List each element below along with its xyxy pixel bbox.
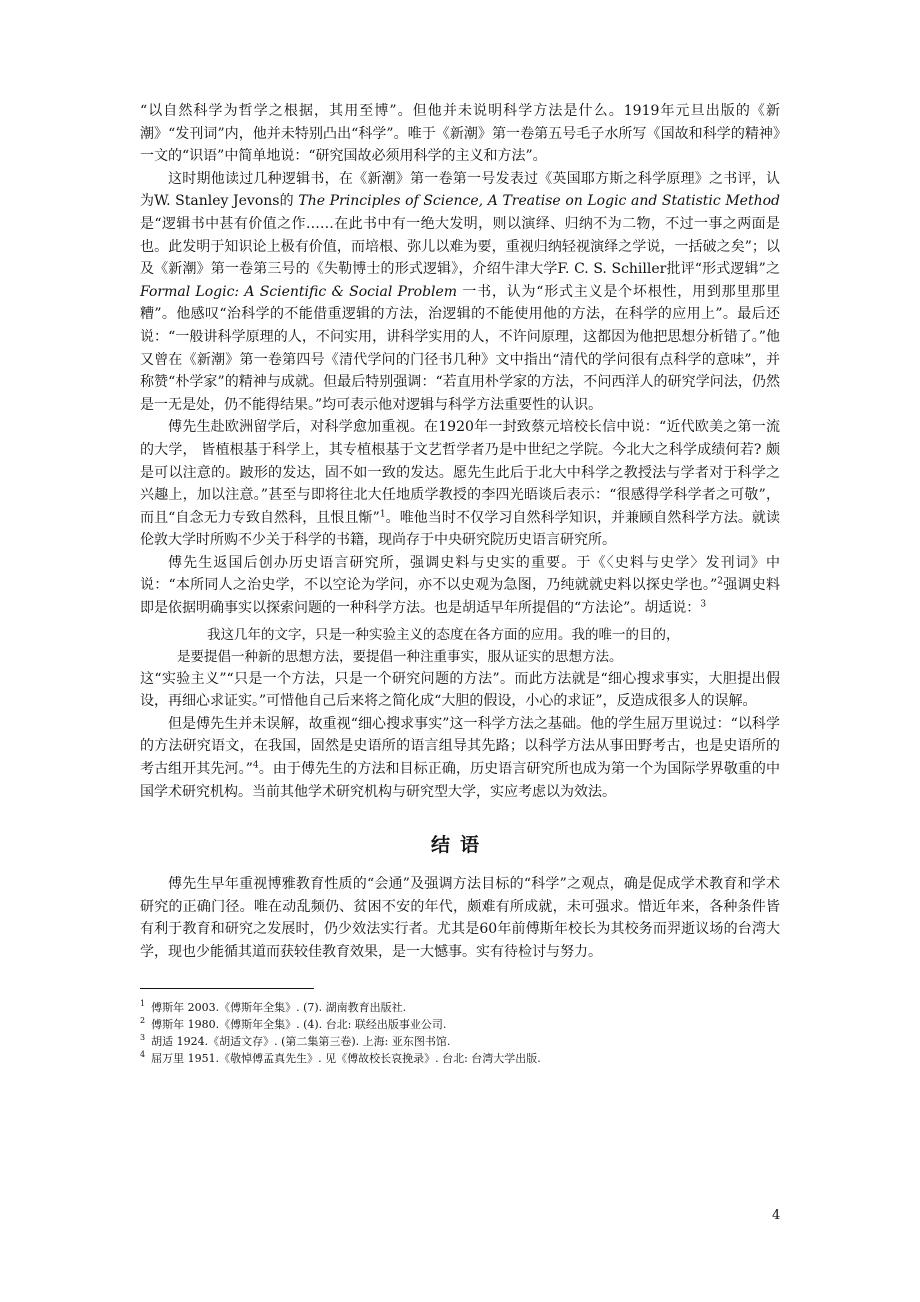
- paragraph-2: [140, 168, 780, 417]
- page-number: 4: [772, 1208, 781, 1223]
- paragraph-3-text-a: 傅先生赴欧洲留学后，对科学愈加重视。在1920年一封致蔡元培校长信中说：“近代欧美之第一流的大学， 皆植根基于科学上，其专植根基于文艺哲学者乃是中世纪之学院。今北大之科学成绩何若? 颇是可以注意的。跛形的发达，固不如一致的发达。愿先生此后于北大中科学之教授法与学者对于科学之兴趣上，加以注意。”甚至与即将往北大任地质学教授的李四光晤谈后表示：“很感得学科学者之可敬”，而且“自念无力专致自然科，且恨且惭”: [140, 419, 780, 526]
- footnote-4-text: 屈万里 1951.《敬悼傅孟真先生》. 见《傅故校长哀挽录》. 台北: 台湾大学出版.: [151, 1051, 541, 1065]
- paragraph-3: [140, 416, 780, 552]
- footnote-4: [140, 1050, 780, 1067]
- quote-line-2: 是要提倡一种新的思想方法，要提倡一种注重事实，服从证实的思想方法。: [177, 648, 623, 665]
- paragraph-2-text-b: 是“逻辑书中甚有价值之作……在此书中有一绝大发明，则以演绎、归纳不为二物，不过一事之两面是也。此发明于知识论上极有价值，而培根、弥儿以难为要，重视归纳轻视演绎之学说，一括破之矣”；以及《新潮》第一卷第三号的《失勒博士的形式逻辑》，介绍牛津大学F. C. S. Schiller批评“形式逻辑”之: [140, 215, 780, 278]
- footnote-separator: [140, 988, 314, 989]
- footnote-ref-4[interactable]: 4: [252, 760, 259, 771]
- paragraph-4-text-b: 强调史料即是依据明确事实以探索问题的一种科学方法。也是胡适早年所提倡的“方法论”。胡适说：: [140, 577, 781, 617]
- footnote-3: [140, 1033, 780, 1050]
- paragraph-2-text-c: 一书，认为“形式主义是个坏根性，用到那里那里糟”。他感叹“治科学的不能借重逻辑的方法，治逻辑的不能使用他的方法，在科学的应用上”。最后还说：“一般讲科学原理的人，不问实用，讲科学实用的人，不许问原理，这都因为他把思想分析错了。”他又曾在《新潮》第一卷第四号《清代学问的门径书几种》文中指出“清代的学问很有点科学的意味”，并称赞“朴学家”的精神与成就。但最后特别强调：“若直用朴学家的方法，不问西洋人的研究学问法，仍然是一无是处，仍不能得结果。”均可表示他对逻辑与科学方法重要性的认识。: [140, 283, 781, 413]
- paragraph-6-text-b: 。由于傅先生的方法和目标正确，历史语言研究所也成为第一个为国际学界敬重的中国学术研究机构。当前其他学术研究机构与研究型大学，实应考虑以为效法。: [140, 761, 780, 800]
- footnote-3-text: 胡适 1924.《胡适文存》. (第二集第三卷). 上海: 亚东图书馆.: [151, 1034, 451, 1048]
- conclusion-paragraph: 傅先生早年重视博雅教育性质的“会通”及强调方法目标的“科学”之观点，确是促成学术教育和学术研究的正确门径。唯在动乱频仍、贫困不安的年代，颇难有所成就，未可强求。惜近年来，各种条件皆有利于教育和研究之发展时，仍少效法实行者。尤其是60年前傅斯年校长为其校务而羿逝议场的台湾大学，现也少能循其道而获较佳教育效果，是一大憾事。实有待检讨与努力。: [140, 876, 780, 960]
- footnote-2-text: 傅斯年 1980.《傅斯年全集》. (4). 台北: 联经出版事业公司.: [151, 1017, 447, 1031]
- paragraph-6-text-a: 但是傅先生并未误解，故重视“细心搜求事实”这一科学方法之基础。他的学生屈万里说过：“以科学的方法研究语文，在我国，固然是史语所的语言组导其先路；以科学方法从事田野考古，也是史语所的考古组开其先河。”: [140, 715, 780, 778]
- footnote-ref-1[interactable]: 1: [379, 509, 386, 520]
- document-body: [140, 100, 780, 1067]
- footnote-1: [140, 999, 780, 1016]
- footnote-4-num: 4: [140, 1049, 146, 1059]
- footnote-3-num: 3: [140, 1032, 146, 1042]
- footnote-2-num: 2: [140, 1015, 146, 1025]
- paragraph-6: [140, 713, 780, 803]
- paragraph-3-text-b: 。唯他当时不仅学习自然科学知识，并兼顾自然科学方法。就读伦敦大学时所购不少关于科学的书籍，现尚存于中央研究院历史语言研究所。: [140, 509, 780, 549]
- quote-line-1: 我这几年的文字，只是一种实验主义的态度在各方面的应用。我的唯一的目的，: [207, 626, 680, 643]
- paragraph-4: [140, 552, 780, 620]
- footnote-ref-3[interactable]: 3: [700, 599, 707, 610]
- book-title-jevons: The Principles of Science, A Treatise on Logic and Statistic Method: [298, 193, 780, 210]
- book-title-schiller: Formal Logic: A Scientific & Social Problem: [140, 283, 458, 300]
- paragraph-1: “以自然科学为哲学之根据，其用至博”。但他并未说明科学方法是什么。1919年元旦出版的《新潮》“发刊词”内，他并未特别凸出“科学”。唯于《新潮》第一卷第五号毛子水所写《国故和科学的精神》一文的“识语”中简单地说：“研究国故必须用科学的主义和方法”。: [140, 103, 780, 165]
- footnote-ref-2[interactable]: 2: [717, 576, 724, 587]
- paragraph-4-text-a: 傅先生返国后创办历史语言研究所，强调史料与史实的重要。于《〈史料与史学〉发刊词》中说：“本所同人之治史学，不以空论为学问，亦不以史观为急图，乃纯就就史料以探史学也。”: [140, 554, 780, 594]
- footnote-1-text: 傅斯年 2003.《傅斯年全集》. (7). 湖南教育出版社.: [151, 1000, 407, 1014]
- footnote-2: [140, 1016, 780, 1033]
- footnote-1-num: 1: [140, 998, 146, 1008]
- section-heading-conclusion: 结语: [430, 834, 489, 857]
- block-quote: [140, 624, 780, 668]
- paragraph-5: 这“实验主义”“只是一个方法，只是一个研究问题的方法”。而此方法就是“细心搜求事实，大胆提出假设，再细心求证实。”可惜他自己后来将之简化成“大胆的假设，小心的求证”，反造成很多人的误解。: [140, 670, 780, 710]
- footnotes: [140, 999, 780, 1067]
- paragraph-2-text-a: 这时期他读过几种逻辑书，在《新潮》第一卷第一号发表过《英国耶方斯之科学原理》之书评，认为W. Stanley Jevons的: [140, 170, 780, 210]
